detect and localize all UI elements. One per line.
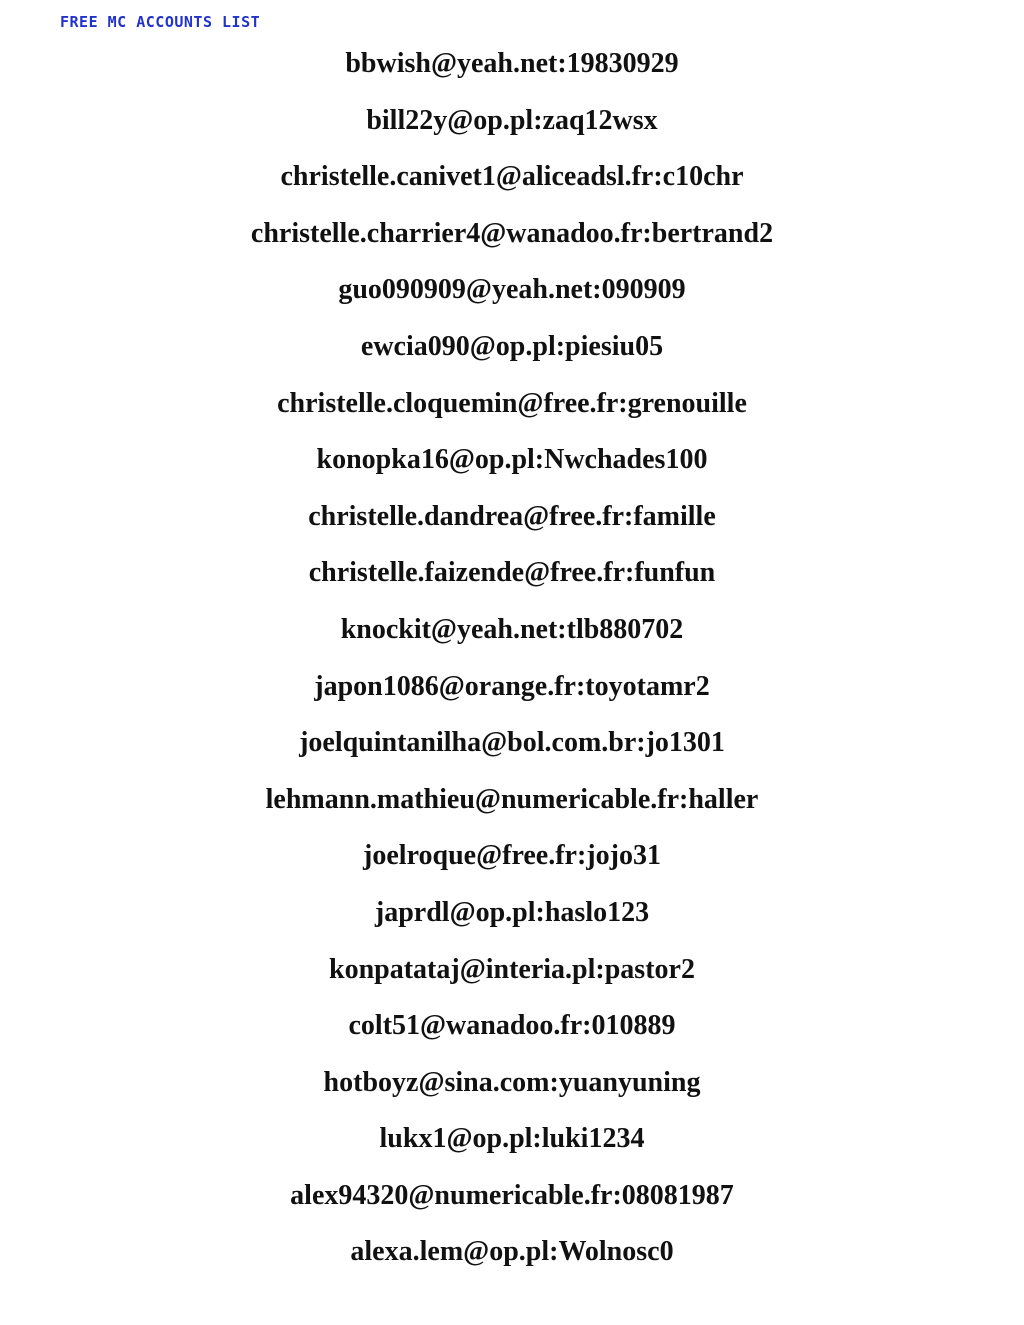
list-item: hotboyz@sina.com:yuanyuning xyxy=(323,1066,701,1098)
list-item: christelle.charrier4@wanadoo.fr:bertrand2 xyxy=(250,217,774,249)
list-item: alex94320@numericable.fr:08081987 xyxy=(290,1179,734,1211)
accounts-list xyxy=(0,50,1024,1295)
page-title: FREE MC ACCOUNTS LIST xyxy=(60,13,261,31)
list-item: joelroque@free.fr:jojo31 xyxy=(363,840,661,872)
list-item: bbwish@yeah.net:19830929 xyxy=(345,48,679,79)
list-item: bill22y@op.pl:zaq12wsx xyxy=(366,104,658,136)
list-item: christelle.faizende@free.fr:funfun xyxy=(308,557,716,589)
list-item: lukx1@op.pl:luki1234 xyxy=(379,1123,645,1155)
list-item: japrdl@op.pl:haslo123 xyxy=(374,896,650,928)
list-item: konopka16@op.pl:Nwchades100 xyxy=(316,444,708,476)
list-item: japon1086@orange.fr:toyotamr2 xyxy=(314,670,710,702)
list-item: christelle.cloquemin@free.fr:grenouille xyxy=(277,387,747,419)
list-item: ewcia090@op.pl:piesiu05 xyxy=(360,330,664,362)
list-item: alexa.lem@op.pl:Wolnosc0 xyxy=(350,1236,674,1268)
list-item: christelle.canivet1@aliceadsl.fr:c10chr xyxy=(280,161,744,193)
list-item: knockit@yeah.net:tlb880702 xyxy=(340,613,684,645)
list-item: lehmann.mathieu@numericable.fr:haller xyxy=(265,783,759,815)
list-item: christelle.dandrea@free.fr:famille xyxy=(308,500,716,532)
list-item: konpatataj@interia.pl:pastor2 xyxy=(329,953,695,985)
list-item: joelquintanilha@bol.com.br:jo1301 xyxy=(299,727,725,759)
list-item: guo090909@yeah.net:090909 xyxy=(338,274,686,306)
list-item: colt51@wanadoo.fr:010889 xyxy=(348,1010,676,1042)
